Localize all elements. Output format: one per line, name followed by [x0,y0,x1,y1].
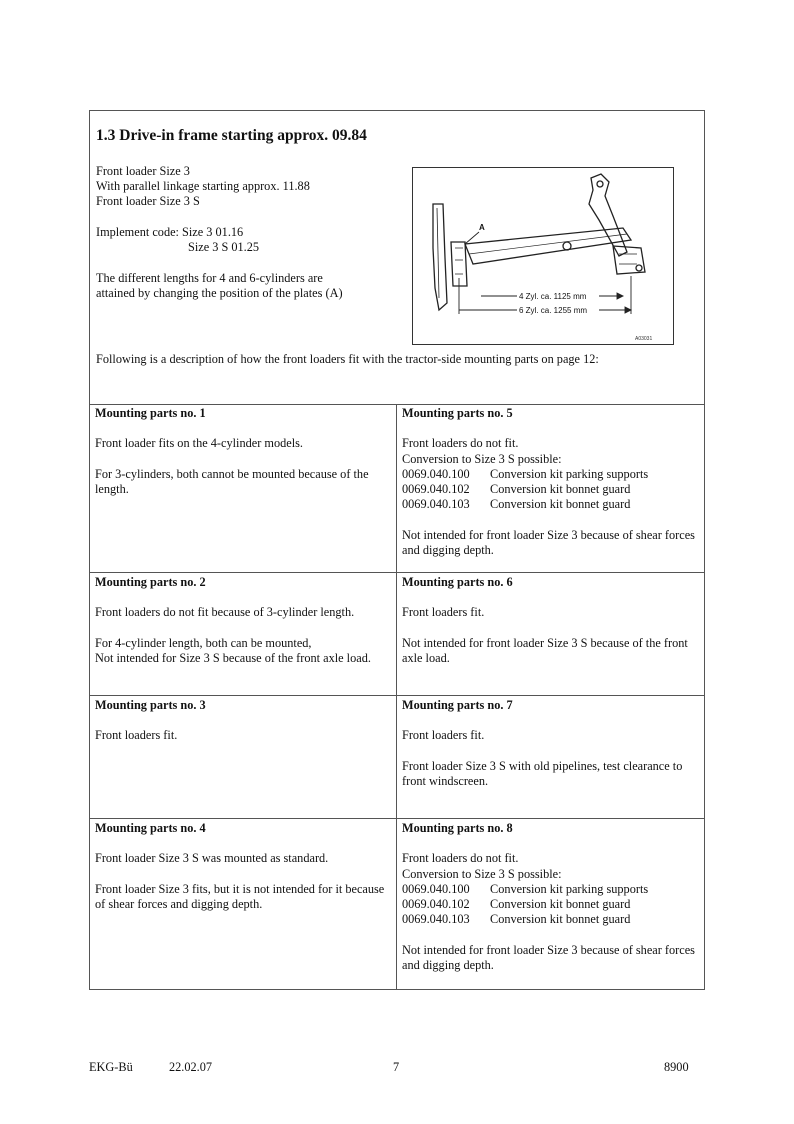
kit-name: Conversion kit parking supports [490,466,649,481]
cell-text: For 3-cylinders, both cannot be mounted because of the length. [95,466,369,496]
cell-text: Conversion to Size 3 S possible: [402,866,562,881]
mounting-parts-8-cell [397,819,704,989]
mounting-parts-4-cell [90,819,396,989]
cell-text: Front loaders fit. [95,728,178,743]
mounting-parts-1-cell [90,404,396,572]
cell-title: Mounting parts no. 1 [95,406,206,420]
cell-text: Front loaders fit. [402,605,485,620]
intro-line: With parallel linkage starting approx. 11.88 [96,179,310,193]
cell-text: For 4-cylinder length, both can be mounted, [95,635,312,650]
mounting-parts-3-cell [90,696,396,818]
mounting-parts-2-cell [90,573,396,695]
drive-in-frame-drawing [413,168,673,344]
kit-row [402,897,699,912]
kit-code: 0069.040.100 [402,466,470,481]
plates-note: attained by changing the position of the plates (A) [96,286,343,300]
intro-section [90,111,704,405]
kit-code: 0069.040.103 [402,912,470,927]
cell-text: Front loader Size 3 fits, but it is not intended for it because of shear forces and digging depth. [95,881,385,911]
plates-note: The different lengths for 4 and 6-cylinders are [96,271,323,285]
description-line: Following is a description of how the front loaders fit with the tractor-side mounting parts on page 12: [96,352,599,366]
cell-text: Not intended for front loader Size 3 because of shear forces and digging depth. [402,527,695,558]
kit-name: Conversion kit bonnet guard [490,912,631,927]
cell-text: Front loaders fit. [402,728,485,743]
cell-title: Mounting parts no. 8 [402,821,513,835]
drive-in-frame-figure [412,167,674,345]
implement-code-line: Implement code: Size 3 01.16 [96,225,244,239]
cell-text: Front loaders do not fit. [402,851,519,866]
kit-row [402,882,699,897]
cell-title: Mounting parts no. 4 [95,821,206,835]
dimension-4cyl: 4 Zyl. ca. 1125 mm [519,292,587,301]
mounting-parts-5-cell [397,404,704,572]
kit-name: Conversion kit bonnet guard [490,482,631,497]
kit-code: 0069.040.100 [402,881,470,896]
cell-title: Mounting parts no. 3 [95,698,206,712]
cell-text: Front loaders do not fit because of 3-cylinder length. [95,605,355,620]
kit-name: Conversion kit bonnet guard [490,497,631,512]
cell-title: Mounting parts no. 5 [402,406,513,420]
footer-page-number: 7 [393,1060,400,1074]
section-heading: 1.3 Drive-in frame starting approx. 09.84 [96,127,367,144]
plate-a-label: A [479,223,485,232]
kit-code: 0069.040.102 [402,482,470,497]
kit-code: 0069.040.103 [402,497,470,512]
dimension-6cyl: 6 Zyl. ca. 1255 mm [519,306,588,315]
cell-text: Conversion to Size 3 S possible: [402,451,562,466]
intro-line: Front loader Size 3 [96,164,190,178]
cell-text: Front loader Size 3 S with old pipelines, test clearance to front windscreen. [402,758,683,788]
implement-code-line: Size 3 S 01.25 [188,240,260,254]
figure-ref: A03031 [635,336,653,342]
cell-title: Mounting parts no. 7 [402,698,513,712]
footer-author: EKG-Bü [89,1060,133,1074]
cell-title: Mounting parts no. 6 [402,575,513,589]
cell-text: Not intended for Size 3 S because of the front axle load. [95,650,371,665]
kit-name: Conversion kit parking supports [490,881,649,896]
mounting-parts-6-cell [397,573,704,695]
kit-row [402,912,699,927]
kit-row [402,497,699,512]
footer-doc-code: 8900 [664,1060,689,1074]
intro-line: Front loader Size 3 S [96,194,200,208]
kit-code: 0069.040.102 [402,897,470,912]
kit-row [402,482,699,497]
kit-row [402,467,699,482]
kit-name: Conversion kit bonnet guard [490,897,631,912]
cell-text: Front loaders do not fit. [402,436,519,451]
mounting-parts-7-cell [397,696,704,818]
cell-title: Mounting parts no. 2 [95,575,206,589]
cell-text: Front loader fits on the 4-cylinder models. [95,436,303,451]
document-frame [89,110,705,990]
footer-date: 22.02.07 [169,1060,213,1074]
cell-text: Front loader Size 3 S was mounted as standard. [95,851,329,866]
cell-text: Not intended for front loader Size 3 because of shear forces and digging depth. [402,942,695,973]
cell-text: Not intended for front loader Size 3 S because of the front axle load. [402,635,688,665]
